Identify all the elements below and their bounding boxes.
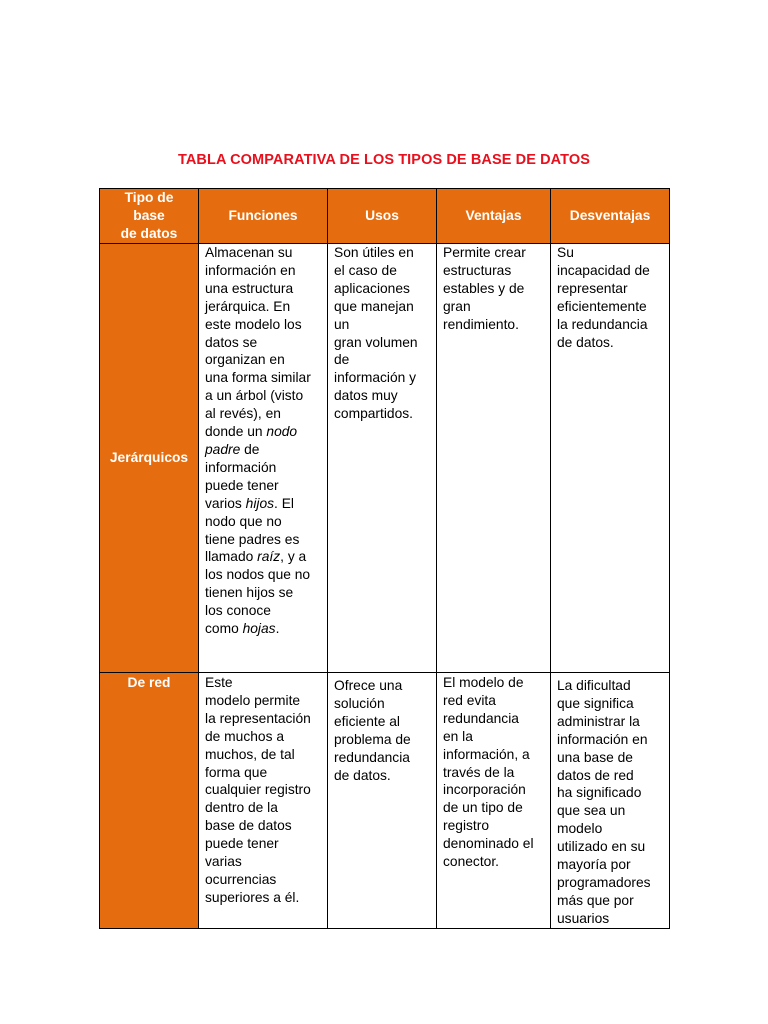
- cell-funciones-jerarquicos: Almacenan su información en una estructura jerárquica. En este modelo los datos se organizan en una forma similar a un árbol (visto al revés), en donde un nodo padre de información puede tener varios hijos. El nodo que no tiene padres es llamado raíz, y a los nodos que no tienen hijos se los conoce como hojas.: [199, 244, 328, 673]
- cell-funciones-de-red: Este modelo permite la representación de muchos a muchos, de tal forma que cualquier registro dentro de la base de datos puede tener varias ocurrencias superiores a él.: [199, 673, 328, 929]
- cell-desventajas-de-red: La dificultad que significa administrar la información en una base de datos de red ha significado que sea un modelo utilizado en su mayoría por programadores más que por usuarios: [551, 673, 670, 929]
- comparison-table: [99, 188, 670, 929]
- header-usos: Usos: [328, 189, 437, 244]
- table-header-row: [100, 189, 670, 244]
- header-funciones: Funciones: [199, 189, 328, 244]
- cell-usos-de-red: Ofrece una solución eficiente al problema de redundancia de datos.: [328, 673, 437, 929]
- cell-ventajas-jerarquicos: Permite crear estructuras estables y de gran rendimiento.: [437, 244, 551, 673]
- row-type-de-red: De red: [100, 673, 199, 929]
- cell-ventajas-de-red: El modelo de red evita redundancia en la información, a través de la incorporación de un tipo de registro denominado el conector.: [437, 673, 551, 929]
- cell-usos-jerarquicos: Son útiles en el caso de aplicaciones que manejan un gran volumen de información y datos muy compartidos.: [328, 244, 437, 673]
- cell-desventajas-jerarquicos: Su incapacidad de representar eficientemente la redundancia de datos.: [551, 244, 670, 673]
- header-desventajas: Desventajas: [551, 189, 670, 244]
- header-ventajas: Ventajas: [437, 189, 551, 244]
- table-row: [100, 673, 670, 929]
- table-row: [100, 244, 670, 673]
- document-title: TABLA COMPARATIVA DE LOS TIPOS DE BASE DE DATOS: [177, 152, 591, 168]
- header-tipo: Tipo de base de datos: [100, 189, 199, 244]
- row-type-jerarquicos: Jerárquicos: [100, 244, 199, 673]
